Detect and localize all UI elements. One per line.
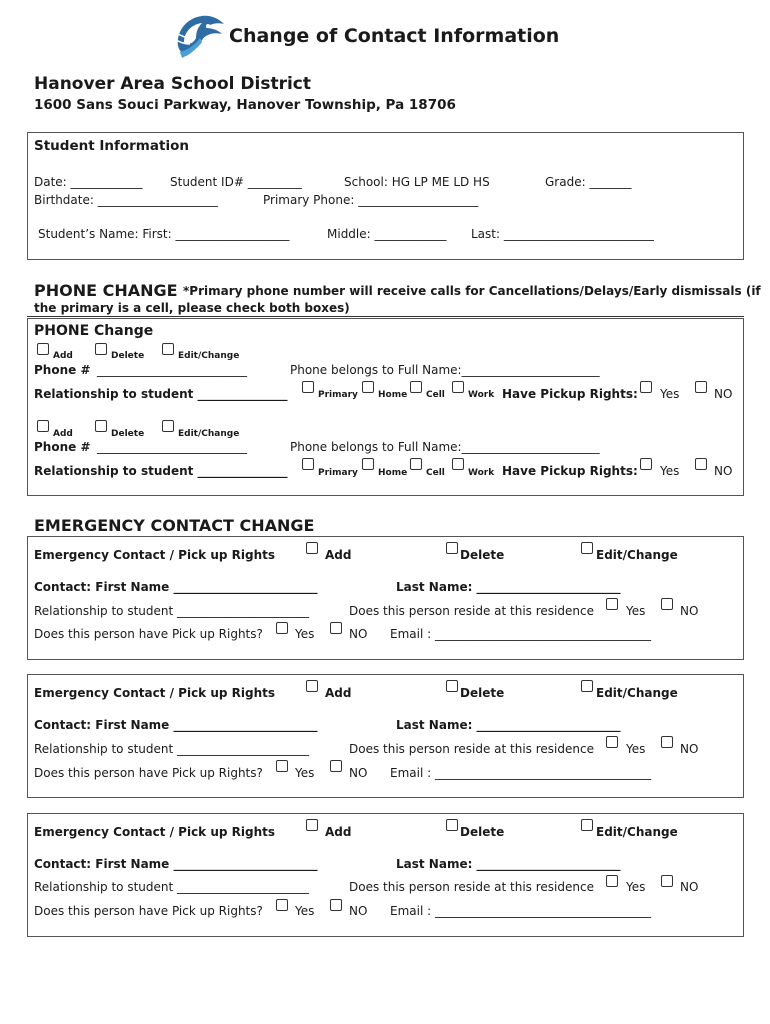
phone2-home-label: Home	[378, 468, 408, 478]
phone2-primary-checkbox[interactable]	[302, 458, 314, 470]
primary-phone-field[interactable]: Primary Phone: ____________________	[263, 193, 479, 207]
phone1-work-label: Work	[468, 390, 495, 400]
emergency1-pickup-no-checkbox[interactable]	[330, 622, 342, 634]
emergency2-reside-yes-label: Yes	[626, 742, 646, 756]
emergency1-last-name-field[interactable]: Last Name: ________________________	[396, 580, 621, 594]
phone2-work-checkbox[interactable]	[452, 458, 464, 470]
emergency3-pickup-no-checkbox[interactable]	[330, 899, 342, 911]
phone1-add-checkbox[interactable]	[37, 343, 49, 355]
emergency2-reside-no-label: NO	[680, 742, 699, 756]
emergency3-edit-checkbox[interactable]	[581, 819, 593, 831]
phone1-pickup-yes-label: Yes	[660, 387, 680, 401]
district-address: 1600 Sans Souci Parkway, Hanover Township, Pa 18706	[34, 97, 456, 113]
emergency2-email-field[interactable]: Email : ____________________________________	[390, 766, 651, 780]
emergency2-pickup-question: Does this person have Pick up Rights?	[34, 766, 263, 780]
emergency2-reside-no-checkbox[interactable]	[661, 736, 673, 748]
emergency3-pickup-yes-checkbox[interactable]	[276, 899, 288, 911]
phone1-delete-label: Delete	[111, 351, 145, 361]
emergency2-delete-label: Delete	[460, 686, 505, 700]
emergency2-pickup-no-checkbox[interactable]	[330, 760, 342, 772]
emergency3-reside-no-checkbox[interactable]	[661, 875, 673, 887]
emergency2-add-label: Add	[325, 686, 352, 700]
emergency3-section-label: Emergency Contact / Pick up Rights	[34, 825, 276, 839]
emergency1-add-label: Add	[325, 548, 352, 562]
emergency1-pickup-question: Does this person have Pick up Rights?	[34, 627, 263, 641]
phone1-pickup-no-checkbox[interactable]	[695, 381, 707, 393]
birthdate-field[interactable]: Birthdate: ____________________	[34, 193, 218, 207]
emergency1-reside-question: Does this person reside at this residence	[349, 604, 594, 618]
phone1-label: Phone #	[34, 363, 91, 377]
emergency1-section-label: Emergency Contact / Pick up Rights	[34, 548, 276, 562]
phone1-delete-checkbox[interactable]	[95, 343, 107, 355]
emergency1-edit-checkbox[interactable]	[581, 542, 593, 554]
emergency3-pickup-question: Does this person have Pick up Rights?	[34, 904, 263, 918]
emergency1-reside-no-checkbox[interactable]	[661, 598, 673, 610]
emergency3-add-checkbox[interactable]	[306, 819, 318, 831]
emergency2-pickup-yes-label: Yes	[295, 766, 315, 780]
emergency3-reside-yes-checkbox[interactable]	[606, 875, 618, 887]
phone-change-note-2: the primary is a cell, please check both boxes)	[34, 301, 350, 315]
student-id-field[interactable]: Student ID# _________	[170, 175, 302, 189]
emergency2-section-label: Emergency Contact / Pick up Rights	[34, 686, 276, 700]
date-field[interactable]: Date: ____________	[34, 175, 143, 189]
emergency2-last-name-field[interactable]: Last Name: ________________________	[396, 718, 621, 732]
emergency1-email-field[interactable]: Email : ____________________________________	[390, 627, 651, 641]
phone1-primary-label: Primary	[318, 390, 358, 400]
emergency1-first-name-field[interactable]: Contact: First Name ________________________	[34, 580, 318, 594]
emergency3-last-name-field[interactable]: Last Name: ________________________	[396, 857, 621, 871]
emergency2-edit-checkbox[interactable]	[581, 680, 593, 692]
phone1-home-label: Home	[378, 390, 408, 400]
emergency1-delete-checkbox[interactable]	[446, 542, 458, 554]
phone2-delete-label: Delete	[111, 429, 145, 439]
emergency3-edit-label: Edit/Change	[596, 825, 678, 839]
emergency3-delete-label: Delete	[460, 825, 505, 839]
phone2-add-label: Add	[53, 429, 73, 439]
phone1-edit-checkbox[interactable]	[162, 343, 174, 355]
phone2-pickup-no-label: NO	[714, 464, 733, 478]
phone2-pickup-yes-label: Yes	[660, 464, 680, 478]
phone1-work-checkbox[interactable]	[452, 381, 464, 393]
phone1-pickup-no-label: NO	[714, 387, 733, 401]
student-first-name-field[interactable]: Student’s Name: First: ___________________	[38, 227, 290, 241]
phone-change-box-title: PHONE Change	[34, 323, 154, 339]
emergency1-edit-label: Edit/Change	[596, 548, 678, 562]
phone1-cell-checkbox[interactable]	[410, 381, 422, 393]
divider	[27, 316, 744, 317]
phone2-cell-label: Cell	[426, 468, 445, 478]
emergency1-pickup-yes-label: Yes	[295, 627, 315, 641]
emergency2-first-name-field[interactable]: Contact: First Name ________________________	[34, 718, 318, 732]
phone2-relationship-field[interactable]: Relationship to student _______________	[34, 464, 288, 478]
phone2-work-label: Work	[468, 468, 495, 478]
page-title: Change of Contact Information	[229, 25, 560, 47]
emergency3-add-label: Add	[325, 825, 352, 839]
phone2-label: Phone #	[34, 440, 91, 454]
phone1-add-label: Add	[53, 351, 73, 361]
emergency3-reside-no-label: NO	[680, 880, 699, 894]
phone1-cell-label: Cell	[426, 390, 445, 400]
phone2-primary-label: Primary	[318, 468, 358, 478]
emergency2-edit-label: Edit/Change	[596, 686, 678, 700]
emergency2-reside-question: Does this person reside at this residence	[349, 742, 594, 756]
emergency3-first-name-field[interactable]: Contact: First Name ________________________	[34, 857, 318, 871]
emergency2-relationship-field[interactable]: Relationship to student ______________________	[34, 742, 310, 756]
phone2-pickup-no-checkbox[interactable]	[695, 458, 707, 470]
emergency1-pickup-no-label: NO	[349, 627, 368, 641]
emergency1-reside-yes-label: Yes	[626, 604, 646, 618]
emergency3-pickup-yes-label: Yes	[295, 904, 315, 918]
emergency1-reside-yes-checkbox[interactable]	[606, 598, 618, 610]
phone2-owner-field[interactable]: Phone belongs to Full Name:_______________________	[290, 440, 600, 454]
phone-change-note-1: *Primary phone number will receive calls for Cancellations/Delays/Early dismissals (if	[183, 284, 761, 298]
emergency1-add-checkbox[interactable]	[306, 542, 318, 554]
emergency3-email-field[interactable]: Email : ____________________________________	[390, 904, 651, 918]
phone2-home-checkbox[interactable]	[362, 458, 374, 470]
emergency2-delete-checkbox[interactable]	[446, 680, 458, 692]
district-name: Hanover Area School District	[34, 74, 311, 94]
phone1-owner-field[interactable]: Phone belongs to Full Name:_______________________	[290, 363, 600, 377]
school-field[interactable]: School: HG LP ME LD HS	[344, 175, 490, 189]
emergency1-reside-no-label: NO	[680, 604, 699, 618]
phone1-pickup-yes-checkbox[interactable]	[640, 381, 652, 393]
eagle-logo-icon	[172, 12, 226, 62]
phone1-primary-checkbox[interactable]	[302, 381, 314, 393]
phone2-pickup-label: Have Pickup Rights:	[502, 464, 638, 478]
student-last-name-field[interactable]: Last: _________________________	[471, 227, 654, 241]
phone2-delete-checkbox[interactable]	[95, 420, 107, 432]
emergency1-delete-label: Delete	[460, 548, 505, 562]
emergency2-add-checkbox[interactable]	[306, 680, 318, 692]
phone1-number-field[interactable]: _________________________	[97, 363, 247, 377]
emergency3-delete-checkbox[interactable]	[446, 819, 458, 831]
emergency3-pickup-no-label: NO	[349, 904, 368, 918]
emergency3-reside-yes-label: Yes	[626, 880, 646, 894]
phone1-home-checkbox[interactable]	[362, 381, 374, 393]
phone2-edit-checkbox[interactable]	[162, 420, 174, 432]
school-logo	[172, 12, 226, 62]
phone1-edit-label: Edit/Change	[178, 351, 240, 361]
emergency3-relationship-field[interactable]: Relationship to student ______________________	[34, 880, 310, 894]
student-middle-name-field[interactable]: Middle: ____________	[327, 227, 447, 241]
emergency2-pickup-no-label: NO	[349, 766, 368, 780]
phone2-add-checkbox[interactable]	[37, 420, 49, 432]
emergency2-reside-yes-checkbox[interactable]	[606, 736, 618, 748]
phone2-number-field[interactable]: _________________________	[97, 440, 247, 454]
student-info-heading: Student Information	[34, 138, 189, 154]
phone1-pickup-label: Have Pickup Rights:	[502, 387, 638, 401]
phone1-relationship-field[interactable]: Relationship to student _______________	[34, 387, 288, 401]
emergency-heading: EMERGENCY CONTACT CHANGE	[34, 516, 315, 535]
emergency1-relationship-field[interactable]: Relationship to student ______________________	[34, 604, 310, 618]
emergency1-pickup-yes-checkbox[interactable]	[276, 622, 288, 634]
grade-field[interactable]: Grade: _______	[545, 175, 632, 189]
phone2-edit-label: Edit/Change	[178, 429, 240, 439]
phone2-cell-checkbox[interactable]	[410, 458, 422, 470]
phone2-pickup-yes-checkbox[interactable]	[640, 458, 652, 470]
phone-change-heading: PHONE CHANGE	[34, 281, 178, 300]
emergency2-pickup-yes-checkbox[interactable]	[276, 760, 288, 772]
emergency3-reside-question: Does this person reside at this residence	[349, 880, 594, 894]
